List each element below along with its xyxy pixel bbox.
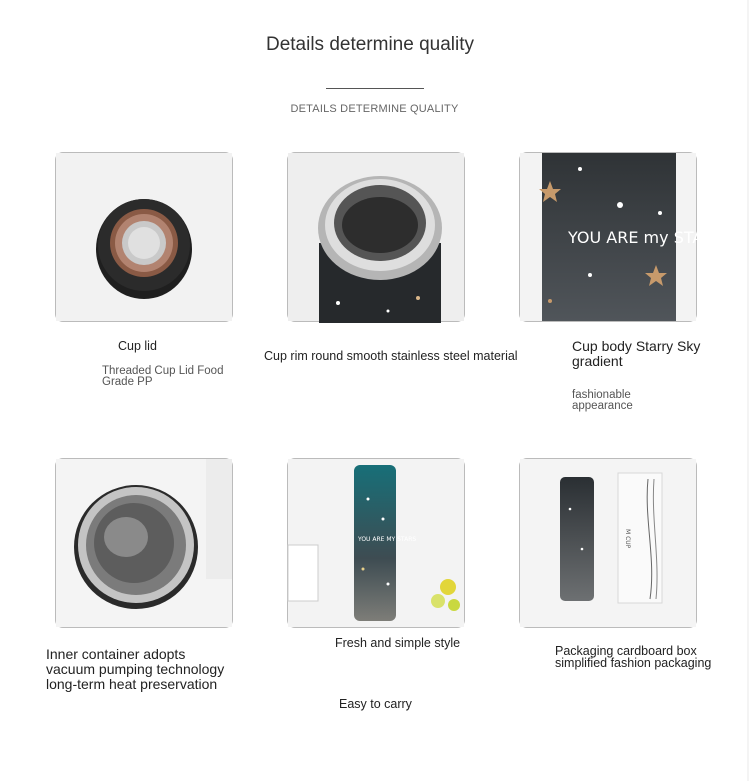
- cup-body-photo: [519, 152, 725, 322]
- title-divider: [326, 88, 424, 89]
- bottle-print: YOU ARE MY STARS: [358, 536, 417, 543]
- caption-inner-container: Inner container adopts vacuum pumping technology long-term heat preservation: [46, 646, 225, 692]
- cup-lid-photo: [55, 152, 233, 322]
- caption-cup-lid: Cup lid: [118, 339, 157, 353]
- caption-bottle-style: Fresh and simple style: [335, 636, 461, 650]
- sub-cup-lid: Threaded Cup Lid Food Grade PP: [102, 365, 224, 388]
- page-title: Details determine quality: [265, 34, 475, 55]
- caption-cup-body: Cup body Starry Sky gradient: [572, 338, 701, 369]
- sub-bottle-style: Easy to carry: [339, 697, 412, 711]
- page-subtitle: DETAILS DETERMINE QUALITY: [290, 103, 459, 115]
- cup-body-print: YOU ARE my STARS: [568, 228, 725, 247]
- caption-packaging: Packaging cardboard box simplified fashion packaging: [555, 644, 712, 670]
- packaging-photo: [519, 458, 697, 628]
- caption-cup-rim: Cup rim round smooth stainless steel material: [264, 349, 518, 363]
- cup-rim-photo: [287, 152, 465, 322]
- bottle-style-photo: [287, 458, 465, 628]
- inner-container-photo: [55, 458, 233, 628]
- sub-cup-body: fashionable appearance: [572, 389, 633, 412]
- packaging-print: M CUP: [624, 529, 631, 549]
